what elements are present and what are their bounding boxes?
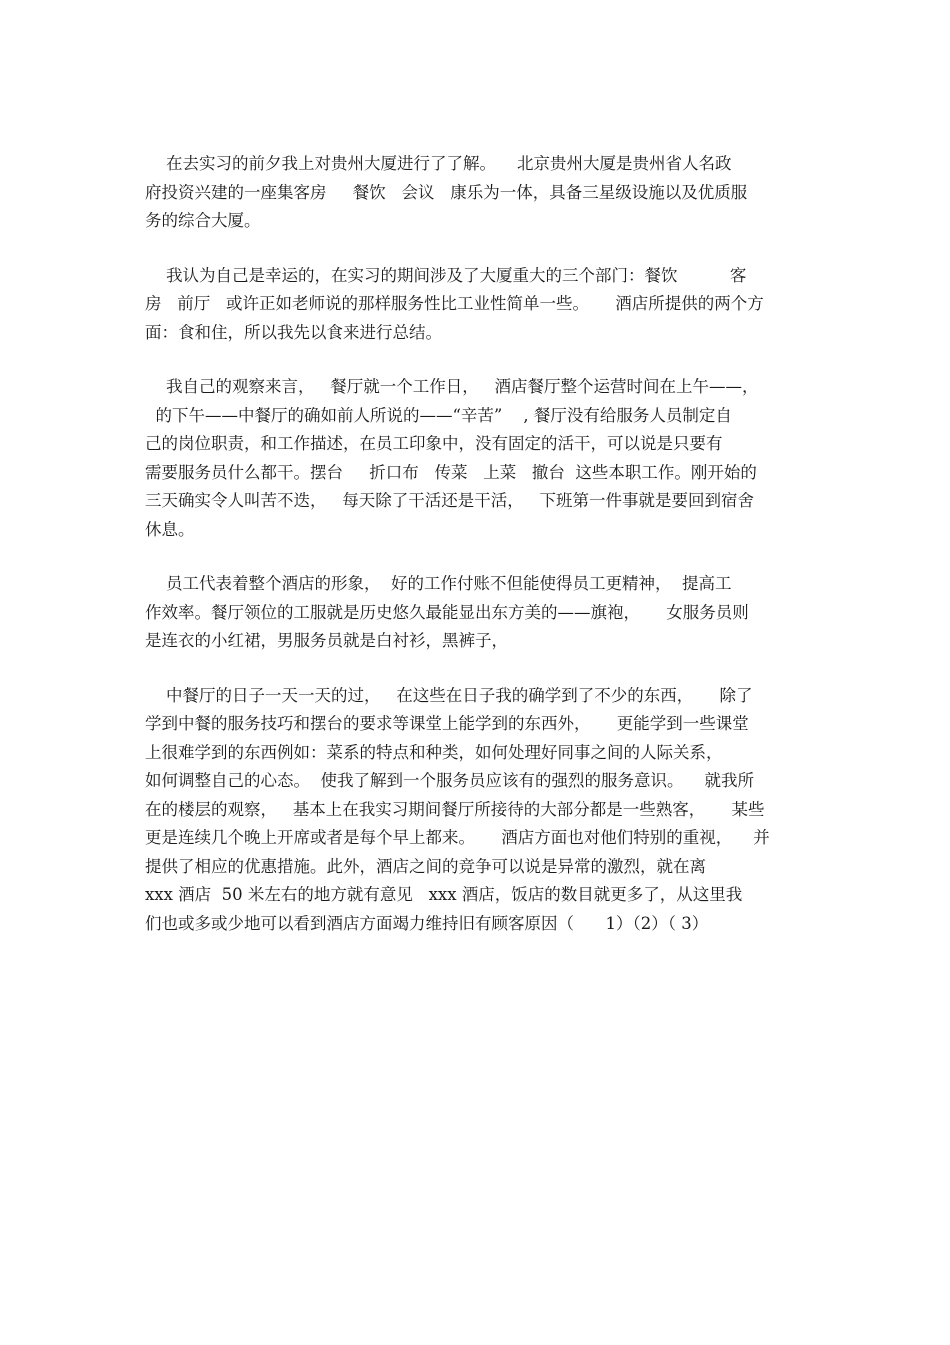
paragraph-2 bbox=[145, 262, 810, 348]
text-line: 的下午——中餐厅的确如前人所说的——“辛苦” , 餐厅没有给服务人员制定自 bbox=[145, 405, 732, 425]
text-line: 更是连续几个晚上开席或者是每个早上都来。 酒店方面也对他们特别的重视， 并 bbox=[145, 828, 770, 847]
paragraph-4 bbox=[145, 570, 810, 656]
text-line: 员工代表着整个酒店的形象， 好的工作付账不但能使得员工更精神， 提高工 bbox=[145, 574, 732, 593]
text-line: 务的综合大厦。 bbox=[145, 211, 261, 230]
text-line: 在的楼层的观察， 基本上在我实习期间餐厅所接待的大部分都是一些熟客， 某些 bbox=[145, 799, 765, 819]
text-line: 我自己的观察来言， 餐厅就一个工作日， 酒店餐厅整个运营时间在上午——， bbox=[145, 377, 759, 396]
paragraph-5 bbox=[145, 682, 810, 939]
paragraph-1 bbox=[145, 150, 810, 236]
text-line: 提供了相应的优惠措施。此外，酒店之间的竞争可以说是异常的激烈，就在离 bbox=[145, 856, 706, 876]
text-line: 休息。 bbox=[145, 519, 195, 539]
text-line: 府投资兴建的一座集客房 餐饮 会议 康乐为一体，具备三星级设施以及优质服 bbox=[145, 182, 748, 202]
paragraph-3 bbox=[145, 373, 810, 544]
text-line: 中餐厅的日子一天一天的过， 在这些在日子我的确学到了不少的东西， 除了 bbox=[145, 685, 753, 705]
text-line: 己的岗位职责，和工作描述，在员工印象中，没有固定的活干，可以说是只要有 bbox=[145, 434, 723, 453]
text-line: 在去实习的前夕我上对贵州大厦进行了了解。 北京贵州大厦是贵州省人名政 bbox=[145, 154, 732, 173]
text-line: 是连衣的小红裙，男服务员就是白衬衫，黑裤子， bbox=[145, 631, 508, 650]
document-body bbox=[145, 150, 810, 964]
text-line: 作效率。餐厅领位的工服就是历史悠久最能显出东方美的——旗袍， 女服务员则 bbox=[145, 602, 749, 622]
text-line: 学到中餐的服务技巧和摆台的要求等课堂上能学到的东西外， 更能学到一些课堂 bbox=[145, 714, 749, 733]
text-line: 三天确实令人叫苦不迭， 每天除了干活还是干活， 下班第一件事就是要回到宿舍 bbox=[145, 491, 754, 510]
text-line: 们也或多或少地可以看到酒店方面竭力维持旧有顾客原因（ 1）（2）（ 3） bbox=[145, 913, 709, 933]
text-line: 需要服务员什么都干。摆台 折口布 传菜 上菜 撤台 这些本职工作。刚开始的 bbox=[145, 462, 757, 482]
text-line: 上很难学到的东西例如：菜系的特点和种类，如何处理好同事之间的人际关系， bbox=[145, 742, 723, 762]
text-line: 面：食和住，所以我先以食来进行总结。 bbox=[145, 322, 442, 342]
text-line: 如何调整自己的心态。 使我了解到一个服务员应该有的强烈的服务意识。 就我所 bbox=[145, 771, 754, 790]
text-line: 我认为自己是幸运的，在实习的期间涉及了大厦重大的三个部门：餐饮 客 bbox=[145, 265, 747, 285]
text-line: xxx 酒店 50 米左右的地方就有意见 xxx 酒店，饭店的数目就更多了，从这里我 bbox=[145, 885, 743, 904]
text-line: 房 前厅 或许正如老师说的那样服务性比工业性简单一些。 酒店所提供的两个方 bbox=[145, 294, 764, 313]
